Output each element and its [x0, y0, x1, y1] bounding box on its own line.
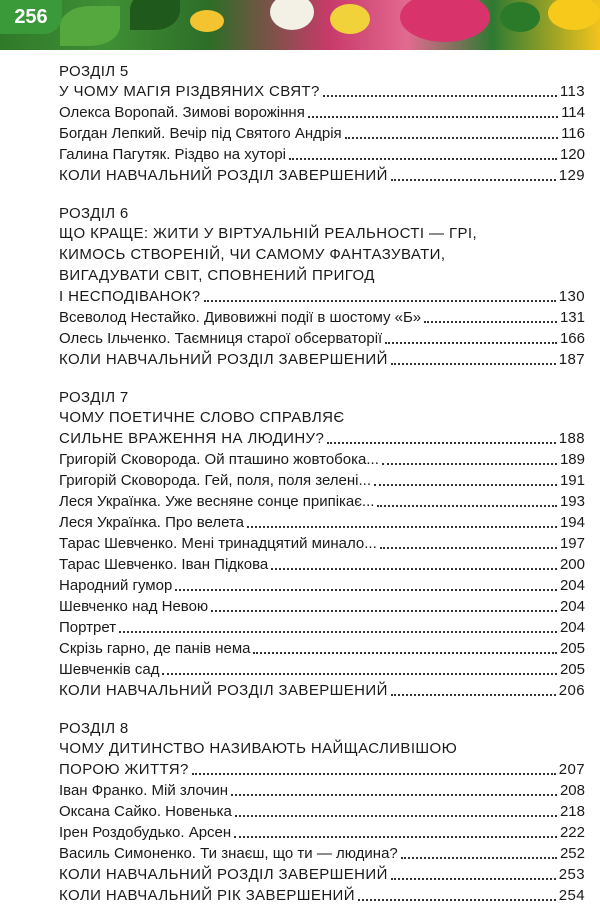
toc-entry[interactable]	[59, 449, 585, 470]
entry-title: Оксана Сайко. Новенька	[59, 803, 232, 820]
entry-title: КОЛИ НАВЧАЛЬНИЙ РОЗДІЛ ЗАВЕРШЕНИЙ	[59, 866, 388, 883]
entry-page: 166	[559, 330, 585, 347]
dot-leader	[327, 442, 556, 444]
toc-entry[interactable]	[59, 801, 585, 822]
dot-leader	[391, 694, 556, 696]
entry-page: 254	[558, 887, 585, 904]
entry-page: 222	[559, 824, 585, 841]
entry-page: 129	[558, 167, 585, 184]
dot-leader	[391, 179, 556, 181]
entry-title: КОЛИ НАВЧАЛЬНИЙ РІК ЗАВЕРШЕНИЙ	[59, 887, 355, 904]
entry-page: 193	[559, 493, 585, 510]
section-heading-entry[interactable]	[59, 759, 585, 780]
entry-title: Леся Українка. Про велета	[59, 514, 245, 531]
entry-page: 114	[561, 104, 585, 121]
toc-entry[interactable]	[59, 822, 585, 843]
dot-leader	[385, 342, 557, 344]
page-number: 256	[14, 5, 48, 28]
entry-title: КОЛИ НАВЧАЛЬНИЙ РОЗДІЛ ЗАВЕРШЕНИЙ	[59, 351, 388, 368]
toc-entry[interactable]	[59, 659, 585, 680]
floral-banner	[0, 0, 600, 50]
toc-section	[59, 719, 585, 906]
toc-section	[59, 204, 585, 370]
dot-leader	[204, 300, 556, 302]
entry-page: 252	[559, 845, 585, 862]
entry-title: Григорій Сковорода. Гей, поля, поля зелені...	[59, 472, 372, 489]
dot-leader	[401, 857, 557, 859]
leaf-decoration	[60, 6, 120, 46]
entry-title: Народний гумор	[59, 577, 173, 594]
year-closing-entry[interactable]	[59, 885, 585, 906]
entry-page: 204	[559, 619, 585, 636]
section-heading-line: ЧОМУ ДИТИНСТВО НАЗИВАЮТЬ НАЙЩАСЛИВІШОЮ	[59, 740, 458, 757]
dot-leader	[345, 137, 558, 139]
section-heading-line: ЩО КРАЩЕ: ЖИТИ У ВІРТУАЛЬНІЙ РЕАЛЬНОСТІ — ГРІ,	[59, 225, 478, 242]
entry-page: 218	[559, 803, 585, 820]
flower-decoration	[270, 0, 314, 30]
toc-section	[59, 388, 585, 701]
entry-page: 191	[559, 472, 585, 489]
entry-page: 130	[558, 288, 585, 305]
toc-entry[interactable]	[59, 554, 585, 575]
entry-title: У ЧОМУ МАГІЯ РІЗДВЯНИХ СВЯТ?	[59, 83, 320, 100]
dot-leader	[211, 610, 557, 612]
entry-title: Портрет	[59, 619, 117, 636]
entry-title: І НЕСПОДІВАНОК?	[59, 288, 201, 305]
section-heading-line: ЧОМУ ПОЕТИЧНЕ СЛОВО СПРАВЛЯЄ	[59, 409, 345, 426]
entry-page: 188	[558, 430, 585, 447]
dot-leader	[162, 673, 557, 675]
dot-leader	[323, 95, 557, 97]
toc-entry[interactable]	[59, 470, 585, 491]
dot-leader	[289, 158, 557, 160]
entry-title: КОЛИ НАВЧАЛЬНИЙ РОЗДІЛ ЗАВЕРШЕНИЙ	[59, 682, 388, 699]
dot-leader	[119, 631, 557, 633]
flower-decoration	[190, 10, 224, 32]
entry-page: 207	[558, 761, 585, 778]
leaf-decoration	[130, 0, 180, 30]
toc-entry[interactable]	[59, 512, 585, 533]
entry-title: СИЛЬНЕ ВРАЖЕННЯ НА ЛЮДИНУ?	[59, 430, 325, 447]
toc-entry[interactable]	[59, 780, 585, 801]
section-heading-entry[interactable]	[59, 286, 585, 307]
dot-leader	[235, 815, 557, 817]
section-label: РОЗДІЛ 7	[59, 389, 129, 406]
entry-page: 206	[558, 682, 585, 699]
toc-section	[59, 62, 585, 186]
entry-title: Скрізь гарно, де панів нема	[59, 640, 251, 657]
dot-leader	[231, 794, 557, 796]
closing-entry[interactable]	[59, 165, 585, 186]
toc-entry[interactable]	[59, 307, 585, 328]
dot-leader	[175, 589, 557, 591]
closing-entry[interactable]	[59, 864, 585, 885]
dot-leader	[391, 878, 556, 880]
flower-decoration	[330, 4, 370, 34]
page-number-badge	[0, 0, 62, 34]
dot-leader	[382, 463, 557, 465]
entry-title: Олесь Ільченко. Таємниця старої обсерваторії	[59, 330, 383, 347]
toc-entry[interactable]	[59, 596, 585, 617]
toc-entry[interactable]	[59, 144, 585, 165]
entry-title: Всеволод Нестайко. Дивовижні події в шостому «Б»	[59, 309, 422, 326]
entry-title: ПОРОЮ ЖИТТЯ?	[59, 761, 189, 778]
dot-leader	[247, 526, 557, 528]
entry-page: 204	[559, 598, 585, 615]
entry-page: 204	[559, 577, 585, 594]
entry-title: Григорій Сковорода. Ой пташино жовтобока...	[59, 451, 379, 468]
flower-decoration	[548, 0, 600, 30]
section-label: РОЗДІЛ 8	[59, 720, 129, 737]
entry-title: Галина Пагутяк. Різдво на хуторі	[59, 146, 286, 163]
dot-leader	[271, 568, 557, 570]
entry-title: Шевченко над Невою	[59, 598, 209, 615]
dot-leader	[192, 773, 556, 775]
entry-title: Богдан Лепкий. Вечір під Святого Андрія	[59, 125, 342, 142]
dot-leader	[377, 505, 557, 507]
entry-title: Ірен Роздобудько. Арсен	[59, 824, 232, 841]
entry-title: Тарас Шевченко. Іван Підкова	[59, 556, 269, 573]
toc-entry[interactable]	[59, 533, 585, 554]
entry-page: 197	[559, 535, 585, 552]
toc-entry[interactable]	[59, 123, 585, 144]
toc-entry[interactable]	[59, 102, 585, 123]
section-label: РОЗДІЛ 6	[59, 205, 129, 222]
dot-leader	[234, 836, 557, 838]
section-heading-entry[interactable]	[59, 81, 585, 102]
table-of-contents	[59, 62, 585, 924]
closing-entry[interactable]	[59, 680, 585, 701]
dot-leader	[308, 116, 558, 118]
entry-title: Шевченків сад	[59, 661, 160, 678]
entry-page: 120	[559, 146, 585, 163]
entry-title: КОЛИ НАВЧАЛЬНИЙ РОЗДІЛ ЗАВЕРШЕНИЙ	[59, 167, 388, 184]
dot-leader	[424, 321, 557, 323]
flower-decoration	[400, 0, 490, 42]
dot-leader	[253, 652, 556, 654]
leaf-decoration	[500, 2, 540, 32]
toc-entry[interactable]	[59, 843, 585, 864]
toc-entry[interactable]	[59, 328, 585, 349]
entry-title: Василь Симоненко. Ти знаєш, що ти — людина?	[59, 845, 398, 862]
closing-entry[interactable]	[59, 349, 585, 370]
entry-page: 113	[559, 83, 585, 100]
entry-title: Леся Українка. Уже весняне сонце припікає...	[59, 493, 375, 510]
entry-title: Олекса Воропай. Зимові ворожіння	[59, 104, 305, 121]
entry-page: 208	[559, 782, 585, 799]
dot-leader	[380, 547, 557, 549]
toc-entry[interactable]	[59, 575, 585, 596]
entry-page: 253	[558, 866, 585, 883]
section-heading-entry[interactable]	[59, 428, 585, 449]
toc-entry[interactable]	[59, 638, 585, 659]
entry-title: Іван Франко. Мій злочин	[59, 782, 229, 799]
toc-entry[interactable]	[59, 491, 585, 512]
entry-page: 205	[559, 640, 585, 657]
dot-leader	[374, 484, 557, 486]
entry-page: 189	[559, 451, 585, 468]
entry-page: 194	[559, 514, 585, 531]
section-label: РОЗДІЛ 5	[59, 63, 129, 80]
entry-page: 200	[559, 556, 585, 573]
dot-leader	[391, 363, 556, 365]
entry-page: 131	[559, 309, 585, 326]
section-heading-line: КИМОСЬ СТВОРЕНІЙ, ЧИ САМОМУ ФАНТАЗУВАТИ,	[59, 246, 446, 263]
entry-page: 187	[558, 351, 585, 368]
entry-title: Тарас Шевченко. Мені тринадцятий минало...	[59, 535, 377, 552]
entry-page: 116	[561, 125, 585, 142]
entry-page: 205	[559, 661, 585, 678]
section-heading-line: ВИГАДУВАТИ СВІТ, СПОВНЕНИЙ ПРИГОД	[59, 267, 375, 284]
toc-entry[interactable]	[59, 617, 585, 638]
dot-leader	[358, 899, 556, 901]
